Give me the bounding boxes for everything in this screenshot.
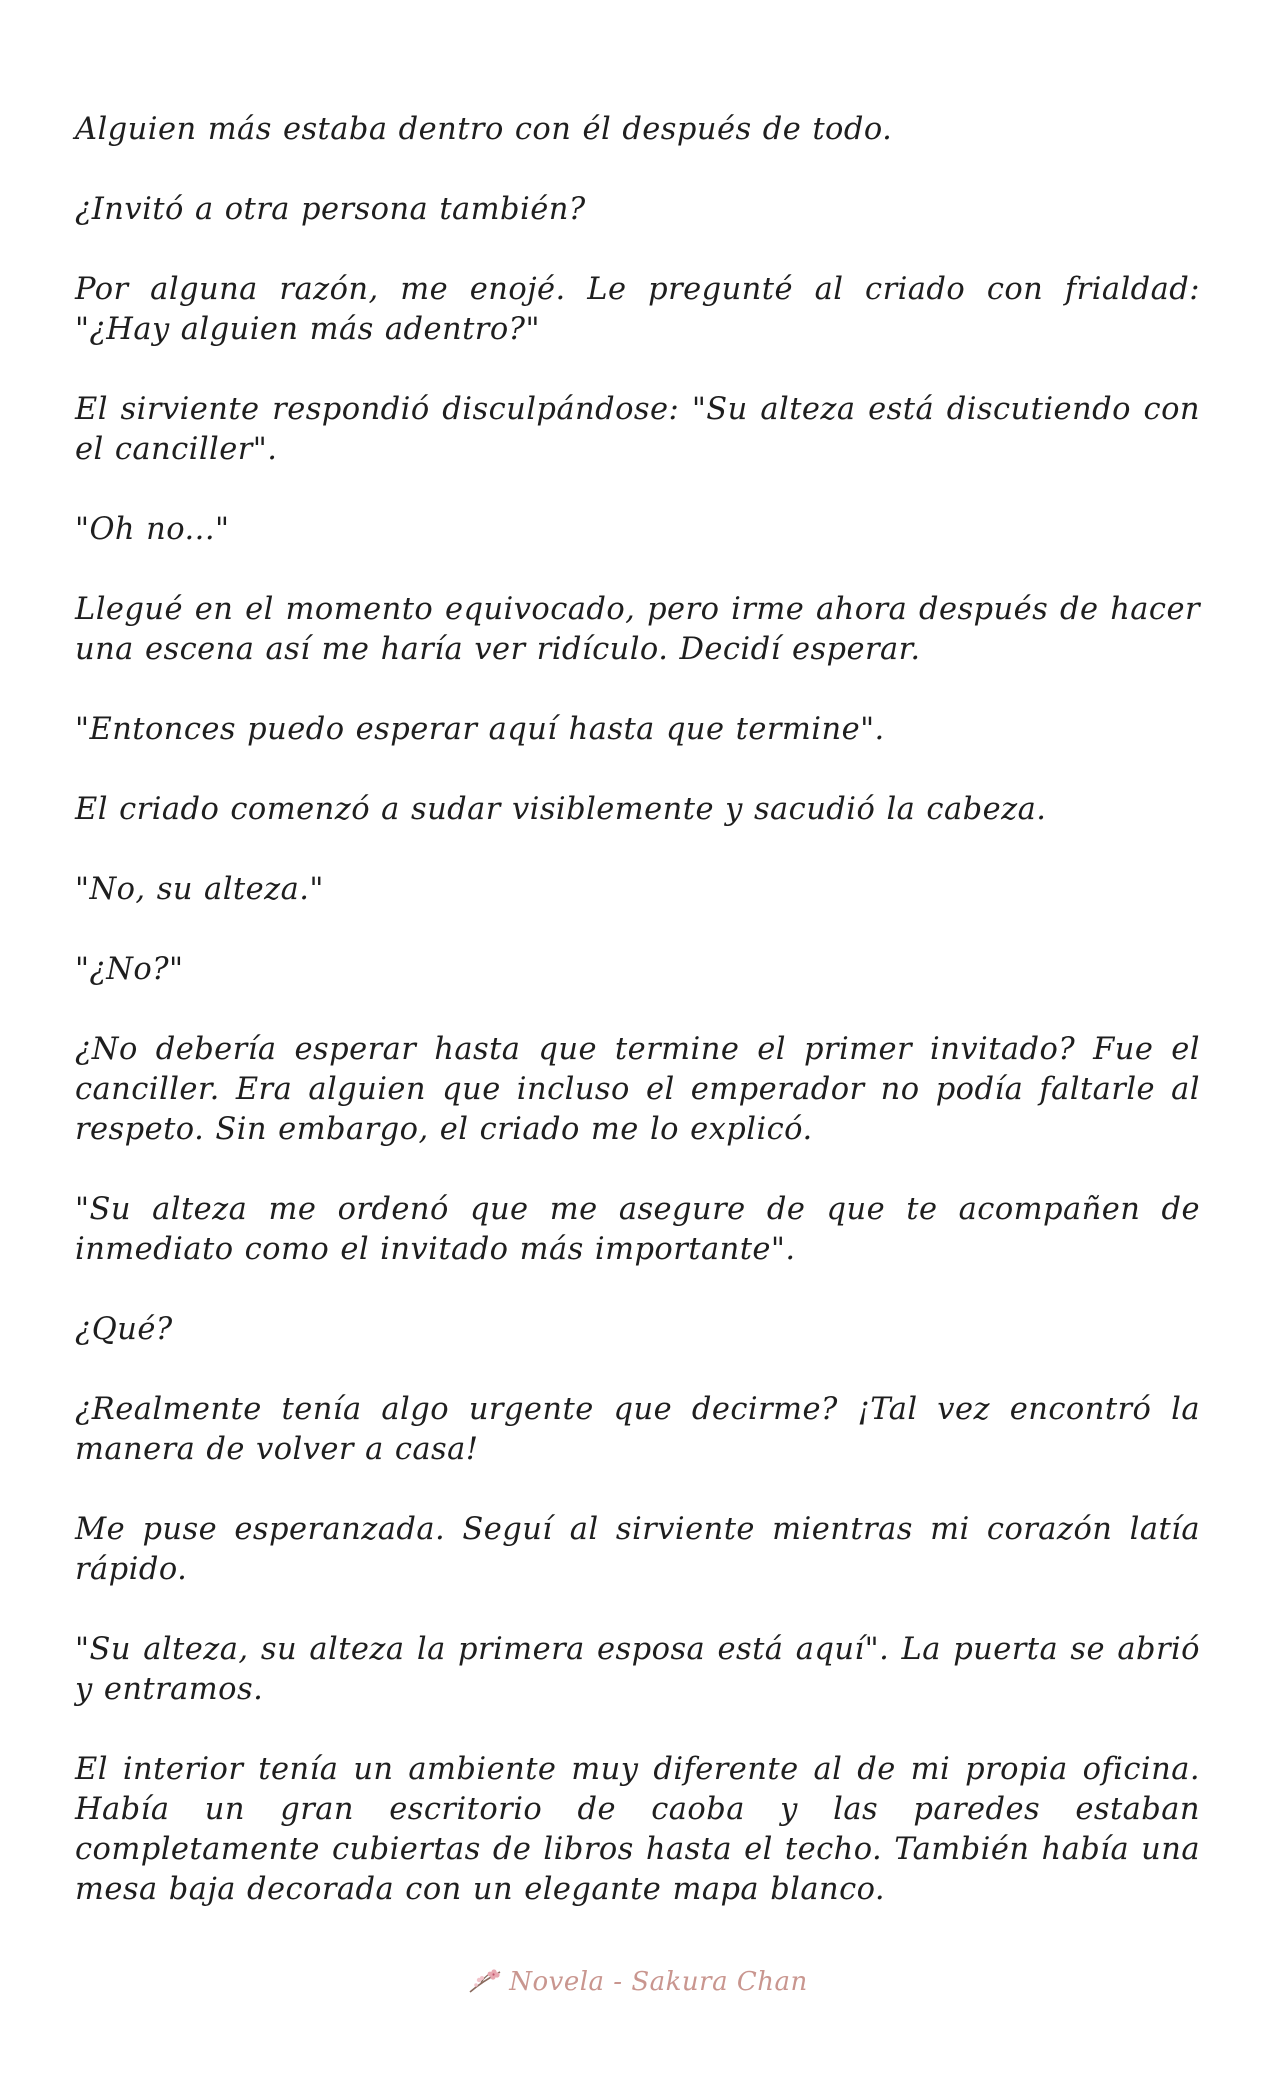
cherry-blossom-icon xyxy=(467,1966,503,1998)
paragraph: Llegué en el momento equivocado, pero irme ahora después de hacer una escena así me haría ver ridículo. Decidí esperar. xyxy=(75,592,1200,667)
paragraph: El criado comenzó a sudar visiblemente y sacudió la cabeza. xyxy=(75,792,1047,827)
paragraph: El interior tenía un ambiente muy diferente al de mi propia oficina. Había un gran escritorio de caoba y las paredes estaban completamente cubiertas de libros hasta el techo. También había una mesa baja decorada con un elegante mapa blanco. xyxy=(75,1752,1200,1907)
paragraph: ¿Qué? xyxy=(75,1312,173,1347)
document-body xyxy=(75,110,1200,1950)
paragraph: Me puse esperanzada. Seguí al sirviente mientras mi corazón latía rápido. xyxy=(75,1512,1200,1587)
watermark-text: Novela - Sakura Chan xyxy=(509,1967,808,1997)
paragraph: "No, su alteza." xyxy=(75,872,324,907)
paragraph: ¿Invitó a otra persona también? xyxy=(75,192,586,227)
paragraph: Por alguna razón, me enojé. Le pregunté al criado con frialdad: "¿Hay alguien más adentro?" xyxy=(75,272,1200,347)
paragraph: Alguien más estaba dentro con él después de todo. xyxy=(75,112,893,147)
paragraph: "Su alteza, su alteza la primera esposa está aquí". La puerta se abrió y entramos. xyxy=(75,1632,1200,1707)
paragraph: ¿Realmente tenía algo urgente que decirme? ¡Tal vez encontró la manera de volver a casa! xyxy=(75,1392,1200,1467)
paragraph: El sirviente respondió disculpándose: "Su alteza está discutiendo con el canciller". xyxy=(75,392,1200,467)
watermark xyxy=(0,1966,1275,1998)
paragraph: "Su alteza me ordenó que me asegure de que te acompañen de inmediato como el invitado más importante". xyxy=(75,1192,1200,1267)
paragraph: ¿No debería esperar hasta que termine el primer invitado? Fue el canciller. Era alguien que incluso el emperador no podía faltarle al respeto. Sin embargo, el criado me lo explicó. xyxy=(75,1032,1200,1147)
paragraph: "¿No?" xyxy=(75,952,184,987)
paragraph: "Oh no..." xyxy=(75,512,230,547)
paragraph: "Entonces puedo esperar aquí hasta que termine". xyxy=(75,712,885,747)
